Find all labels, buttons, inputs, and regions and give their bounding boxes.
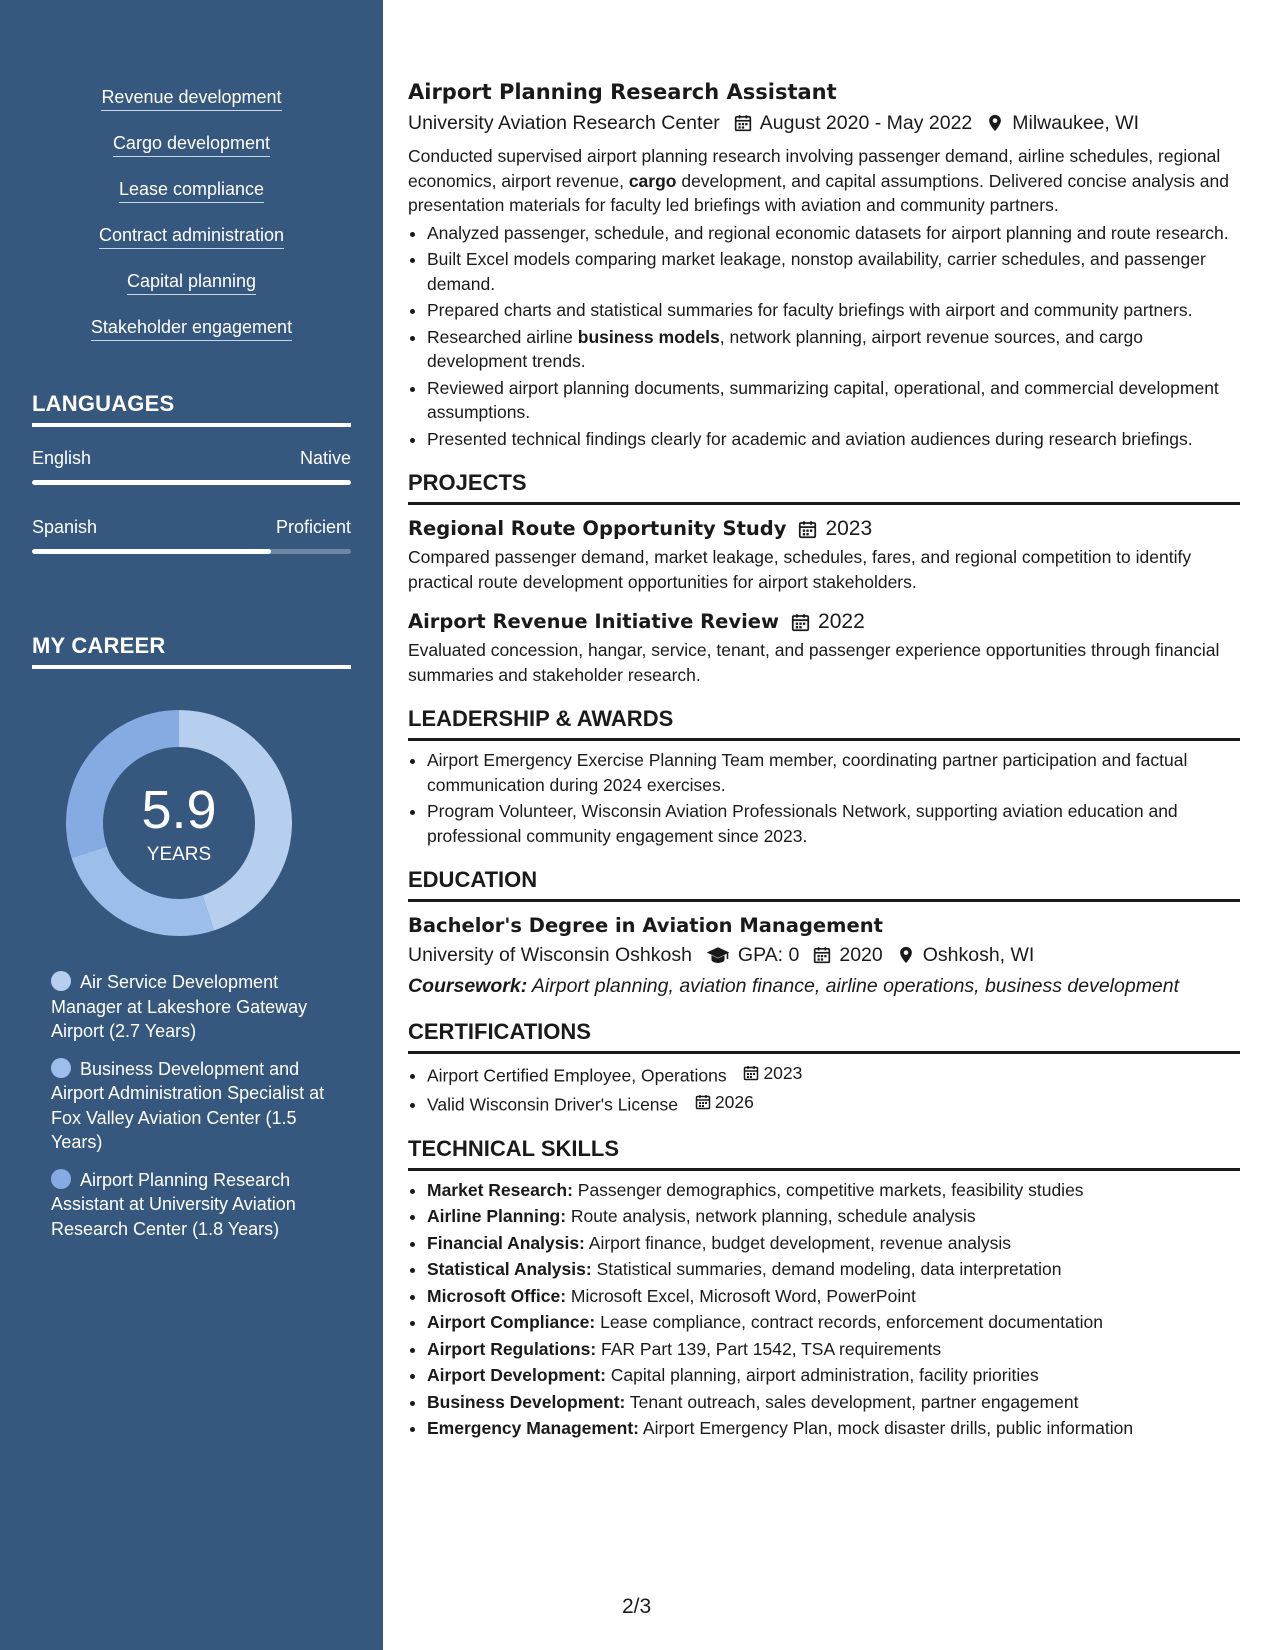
coursework-text: Airport planning, aviation finance, airline operations, business development bbox=[527, 975, 1180, 997]
graduation-cap-icon bbox=[706, 946, 730, 965]
education-gpa: GPA: 0 bbox=[737, 944, 800, 966]
job-company: University Aviation Research Center bbox=[408, 112, 720, 134]
language-row-spanish bbox=[32, 517, 351, 538]
skill-label: Airport Development: bbox=[427, 1365, 606, 1385]
certification-year: 2026 bbox=[714, 1091, 754, 1112]
career-list bbox=[51, 970, 341, 1254]
education-degree: Bachelor's Degree in Aviation Management bbox=[408, 914, 883, 937]
skill-text: Microsoft Excel, Microsoft Word, PowerPoint bbox=[566, 1285, 916, 1306]
language-bar-fill bbox=[32, 549, 271, 554]
job-description-text: development, and capital assumptions. Delivered concise analysis and presentation materials for faculty led briefings with aviation and community partners. bbox=[408, 170, 1230, 215]
calendar-icon bbox=[779, 613, 818, 632]
technical-skill-item bbox=[427, 1337, 1240, 1362]
technical-skills-list bbox=[408, 1178, 1240, 1441]
certification-name: Airport Certified Employee, Operations bbox=[427, 1065, 727, 1086]
technical-skill-item bbox=[427, 1390, 1240, 1415]
career-item bbox=[51, 1168, 341, 1242]
main-content bbox=[408, 78, 1240, 1443]
career-item-text: Air Service Development Manager at Lakeshore Gateway Airport (2.7 Years) bbox=[51, 972, 308, 1041]
education-school: University of Wisconsin Oshkosh bbox=[408, 944, 692, 966]
skill-label: Airport Compliance: bbox=[427, 1312, 596, 1332]
projects-heading: PROJECTS bbox=[408, 469, 1240, 505]
project-title-row bbox=[408, 515, 1240, 543]
leadership-item: • Program Volunteer, Wisconsin Aviation Professionals Network, supporting aviation education and professional community engagement since 2023. bbox=[427, 799, 1240, 848]
certification-date bbox=[743, 1061, 802, 1086]
map-pin-icon bbox=[986, 114, 1004, 132]
skill-text: Statistical summaries, demand modeling, data interpretation bbox=[591, 1259, 1062, 1279]
job-location: Milwaukee, WI bbox=[1012, 112, 1140, 134]
career-legend-dot bbox=[51, 1058, 71, 1078]
career-heading: MY CAREER bbox=[32, 633, 351, 669]
job-bullets bbox=[408, 221, 1240, 452]
skill-link-capital-planning[interactable]: Capital planning bbox=[127, 269, 256, 295]
technical-skill-item bbox=[427, 1363, 1240, 1388]
career-total-years: 5.9 bbox=[141, 780, 217, 840]
languages-heading: LANGUAGES bbox=[32, 391, 351, 427]
calendar-icon bbox=[734, 114, 752, 132]
education-year: 2020 bbox=[839, 944, 883, 966]
job-description-text: Conducted supervised airport planning research involving passenger demand, airline schedules, regional economics, airport revenue, bbox=[408, 146, 1221, 191]
skill-link-contract-administration[interactable]: Contract administration bbox=[99, 223, 284, 249]
job-bullet-text: Researched airline bbox=[427, 326, 578, 347]
skill-text: FAR Part 139, Part 1542, TSA requirements bbox=[596, 1338, 942, 1359]
language-bar-fill bbox=[32, 480, 351, 485]
career-legend-dot bbox=[51, 1169, 71, 1189]
skill-label: Statistical Analysis: bbox=[427, 1259, 592, 1279]
technical-skills-heading: TECHNICAL SKILLS bbox=[408, 1135, 1240, 1171]
language-name: Spanish bbox=[32, 517, 98, 537]
calendar-icon bbox=[813, 946, 831, 964]
job-dates: August 2020 - May 2022 bbox=[759, 112, 973, 134]
leadership-list bbox=[408, 748, 1240, 848]
language-row-english bbox=[32, 448, 351, 469]
career-item bbox=[51, 1057, 341, 1155]
calendar-icon bbox=[743, 1065, 763, 1081]
skill-text: Capital planning, airport administration, facility priorities bbox=[605, 1365, 1039, 1385]
skill-label: Financial Analysis: bbox=[427, 1232, 585, 1253]
career-item-text: Airport Planning Research Assistant at University Aviation Research Center (1.8 Years) bbox=[51, 1169, 296, 1239]
skill-label: Airline Planning: bbox=[427, 1206, 567, 1226]
job-bullet: • Presented technical findings clearly for academic and aviation audiences during research briefings. bbox=[427, 427, 1240, 452]
project-title: Airport Revenue Initiative Review bbox=[408, 610, 780, 633]
skill-link-stakeholder-engagement[interactable]: Stakeholder engagement bbox=[91, 315, 292, 341]
language-bar-english bbox=[32, 480, 351, 485]
map-pin-icon bbox=[897, 946, 915, 964]
certifications-list bbox=[408, 1061, 1240, 1117]
technical-skill-item bbox=[427, 1416, 1240, 1441]
technical-skill-item bbox=[427, 1257, 1240, 1282]
certification-date bbox=[695, 1090, 754, 1115]
education-location: Oshkosh, WI bbox=[922, 944, 1035, 966]
project-year: 2022 bbox=[818, 610, 865, 633]
technical-skill-item bbox=[427, 1310, 1240, 1335]
education-meta bbox=[408, 941, 1240, 969]
technical-skill-item bbox=[427, 1204, 1240, 1229]
skill-link-lease-compliance[interactable]: Lease compliance bbox=[119, 177, 264, 203]
coursework-label: Coursework: bbox=[408, 975, 528, 997]
project-year: 2023 bbox=[825, 517, 873, 540]
career-legend-dot bbox=[51, 971, 71, 991]
job-bullet: • Built Excel models comparing market leakage, nonstop availability, carrier schedules, and passenger demand. bbox=[427, 247, 1240, 296]
language-bar-spanish bbox=[32, 549, 351, 554]
career-item bbox=[51, 970, 341, 1044]
skill-link-cargo-development[interactable]: Cargo development bbox=[113, 131, 270, 157]
certification-year: 2023 bbox=[763, 1063, 803, 1083]
project-description: Compared passenger demand, market leakage, schedules, fares, and regional competition to identify practical route development opportunities for airport stakeholders. bbox=[408, 547, 1192, 592]
skill-text: Passenger demographics, competitive markets, feasibility studies bbox=[572, 1179, 1084, 1200]
job-bullet-keyword: business models bbox=[577, 326, 720, 347]
job-description-keyword: cargo bbox=[628, 170, 677, 191]
job-bullet: • Analyzed passenger, schedule, and regional economic datasets for airport planning and route research. bbox=[427, 221, 1240, 246]
skill-label: Microsoft Office: bbox=[427, 1285, 567, 1306]
skill-label: Emergency Management: bbox=[427, 1418, 640, 1438]
language-level: Native bbox=[299, 448, 351, 468]
skill-label: Business Development: bbox=[427, 1391, 626, 1412]
sidebar bbox=[0, 0, 383, 1650]
calendar-icon bbox=[695, 1094, 715, 1110]
certification-item bbox=[427, 1090, 1240, 1117]
technical-skill-item bbox=[427, 1231, 1240, 1256]
job-description bbox=[408, 144, 1240, 218]
skill-link-revenue-development[interactable]: Revenue development bbox=[101, 85, 281, 111]
certification-name: Valid Wisconsin Driver's License bbox=[427, 1094, 679, 1114]
leadership-item: • Airport Emergency Exercise Planning Team member, coordinating partner participation and factual communication during 2024 exercises. bbox=[427, 748, 1240, 797]
certification-item bbox=[427, 1061, 1240, 1088]
job-bullet-text: , network planning, airport revenue sources, and cargo development trends. bbox=[427, 326, 1143, 371]
leadership-heading: LEADERSHIP & AWARDS bbox=[408, 705, 1240, 741]
page-number: 2/3 bbox=[622, 1595, 652, 1618]
career-item-text: Business Development and Airport Administration Specialist at Fox Valley Aviation Center (1.5 Years) bbox=[51, 1058, 325, 1152]
skill-text: Airport Emergency Plan, mock disaster drills, public information bbox=[639, 1418, 1134, 1438]
job-bullet: • Prepared charts and statistical summaries for faculty briefings with airport and community partners. bbox=[427, 298, 1240, 323]
calendar-icon bbox=[786, 520, 825, 539]
project-description: Evaluated concession, hangar, service, tenant, and passenger experience opportunities through financial summaries and stakeholder research. bbox=[408, 640, 1220, 685]
technical-skill-item bbox=[427, 1178, 1240, 1203]
skill-text: Route analysis, network planning, schedule analysis bbox=[566, 1206, 976, 1226]
skill-text: Tenant outreach, sales development, partner engagement bbox=[625, 1391, 1079, 1412]
job-title: Airport Planning Research Assistant bbox=[408, 80, 837, 104]
education-coursework bbox=[408, 972, 1240, 1000]
skill-label: Market Research: bbox=[427, 1179, 573, 1200]
skill-label: Airport Regulations: bbox=[427, 1338, 597, 1359]
career-years-label: YEARS bbox=[146, 844, 212, 865]
language-name: English bbox=[32, 448, 92, 468]
education-heading: EDUCATION bbox=[408, 866, 1240, 902]
skill-text: Airport finance, budget development, revenue analysis bbox=[584, 1232, 1011, 1253]
skill-links bbox=[0, 85, 383, 361]
certifications-heading: CERTIFICATIONS bbox=[408, 1018, 1240, 1054]
job-bullet bbox=[427, 325, 1240, 374]
job-meta bbox=[408, 109, 1240, 137]
skill-text: Lease compliance, contract records, enforcement documentation bbox=[595, 1312, 1103, 1332]
project-title: Regional Route Opportunity Study bbox=[408, 517, 787, 540]
technical-skill-item bbox=[427, 1284, 1240, 1309]
job-bullet: • Reviewed airport planning documents, summarizing capital, operational, and commercial development assumptions. bbox=[427, 376, 1240, 425]
project-title-row bbox=[408, 608, 1240, 636]
language-level: Proficient bbox=[275, 517, 351, 537]
